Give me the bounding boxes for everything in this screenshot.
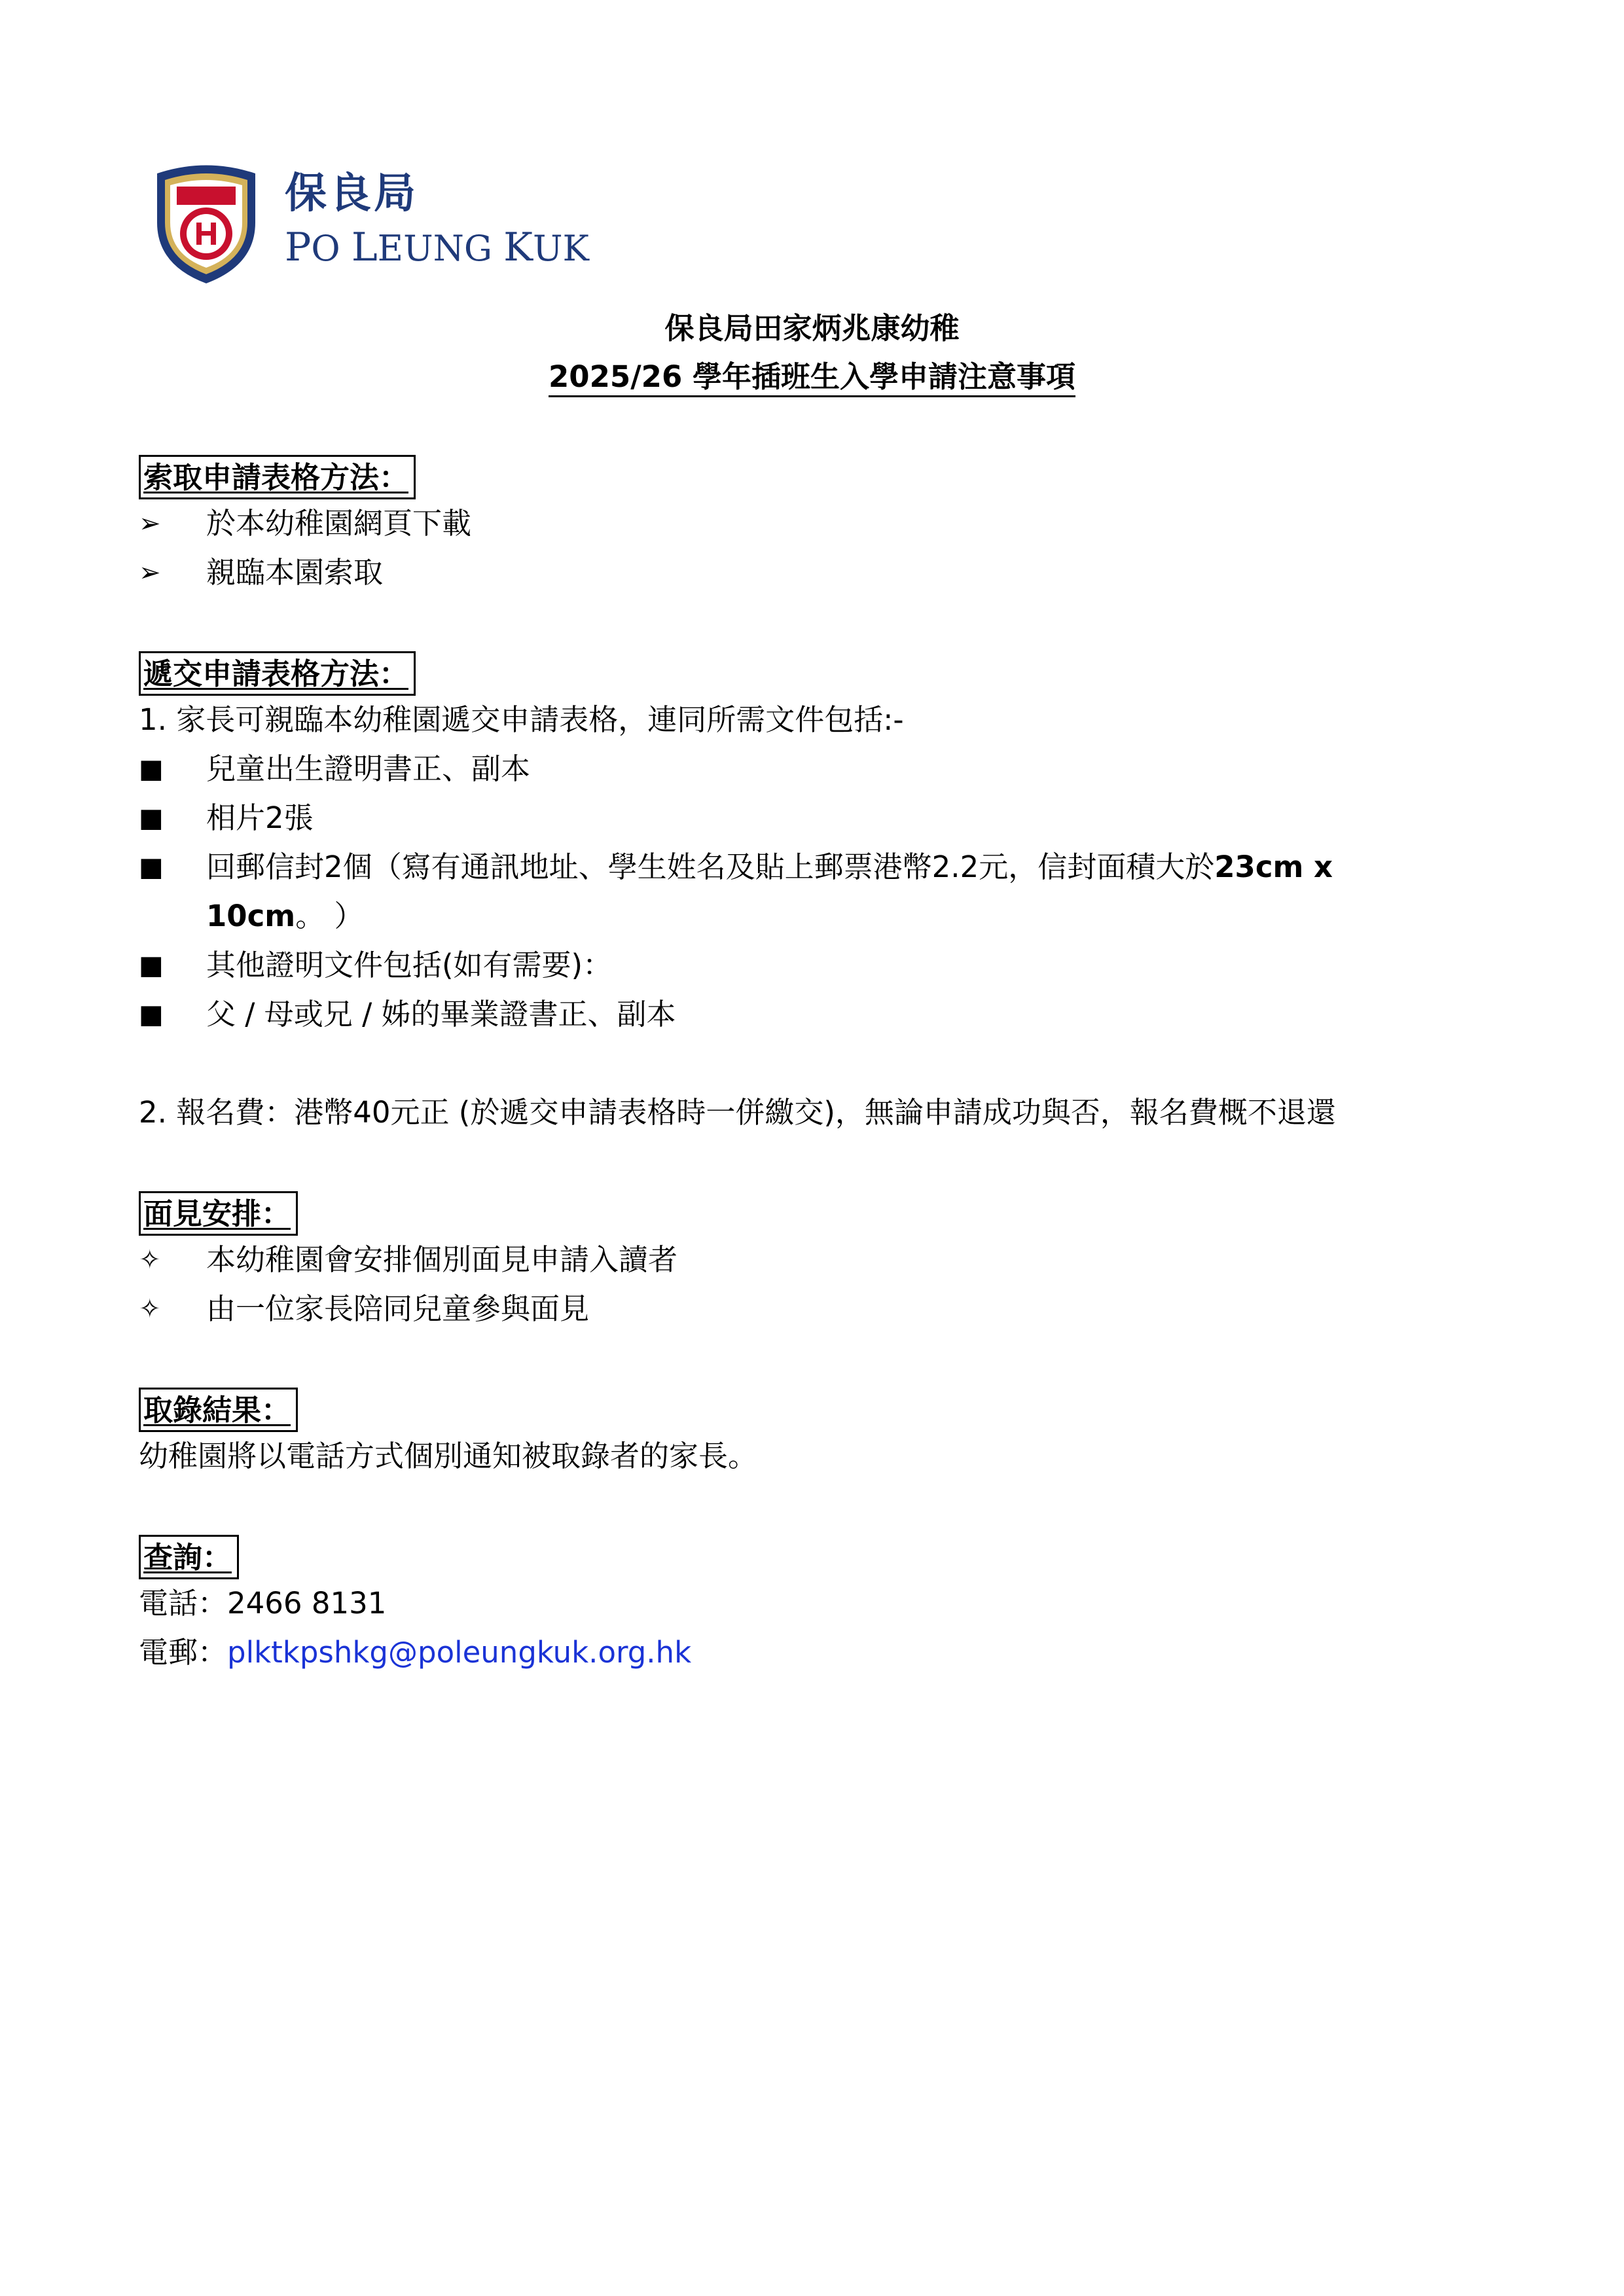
submit-form-heading: 遞交申請表格方法： [139, 651, 416, 696]
submit-point-1: 1. 家長可親臨本幼稚園遞交申請表格，連同所需文件包括:- [139, 702, 904, 737]
doc-item-other-proof: 其他證明文件包括(如有需要)： [206, 948, 613, 982]
obtain-item-website: 於本幼稚園網頁下載 [206, 506, 472, 541]
star-bullet-icon: ✧ [139, 1294, 161, 1324]
email-link[interactable]: plktkpshkg@poleungkuk.org.hk [227, 1635, 692, 1670]
interview-heading: 面見安排： [139, 1191, 298, 1236]
enquiry-phone: 電話：2466 8131 [139, 1586, 387, 1621]
document-title: 2025/26 學年插班生入學申請注意事項 [0, 357, 1624, 397]
square-bullet-icon: ■ [139, 754, 164, 784]
doc-item-photos: 相片2張 [206, 800, 314, 835]
logo-chinese-name: 保良局 [285, 169, 418, 218]
square-bullet-icon: ■ [139, 999, 164, 1030]
logo-english-name: PO LEUNG KUK [285, 224, 589, 270]
school-name-title: 保良局田家炳兆康幼稚 [664, 311, 960, 346]
obtain-item-in-person: 親臨本園索取 [206, 555, 384, 590]
square-bullet-icon: ■ [139, 803, 164, 833]
interview-item-1: 本幼稚園會安排個別面見申請入讀者 [206, 1242, 678, 1277]
submit-point-2: 2. 報名費：港幣40元正 (於遞交申請表格時一併繳交)，無論申請成功與否，報名費概不退還 [139, 1095, 1336, 1130]
square-bullet-icon: ■ [139, 950, 164, 980]
interview-item-2: 由一位家長陪同兒童參與面見 [206, 1291, 590, 1326]
result-heading: 取錄結果： [139, 1388, 298, 1432]
arrow-bullet-icon: ➢ [139, 558, 161, 588]
doc-item-envelopes-cont: 10cm。 ） [206, 899, 364, 933]
doc-item-birth-cert: 兒童出生證明書正、副本 [206, 751, 531, 786]
enquiry-heading: 查詢： [139, 1535, 239, 1579]
doc-item-envelopes: 回郵信封2個（寫有通訊地址、學生姓名及貼上郵票港幣2.2元，信封面積大於23cm x [206, 850, 1333, 884]
obtain-form-heading: 索取申請表格方法： [139, 455, 416, 499]
square-bullet-icon: ■ [139, 852, 164, 882]
result-text: 幼稚園將以電話方式個別通知被取錄者的家長。 [139, 1439, 758, 1473]
po-leung-kuk-logo [151, 160, 589, 285]
doc-item-graduation-cert: 父 / 母或兄 / 姊的畢業證書正、副本 [206, 997, 676, 1031]
star-bullet-icon: ✧ [139, 1245, 161, 1275]
crest-icon [151, 160, 262, 285]
enquiry-email-line: 電郵：plktkpshkg@poleungkuk.org.hk [139, 1635, 692, 1670]
arrow-bullet-icon: ➢ [139, 509, 161, 539]
